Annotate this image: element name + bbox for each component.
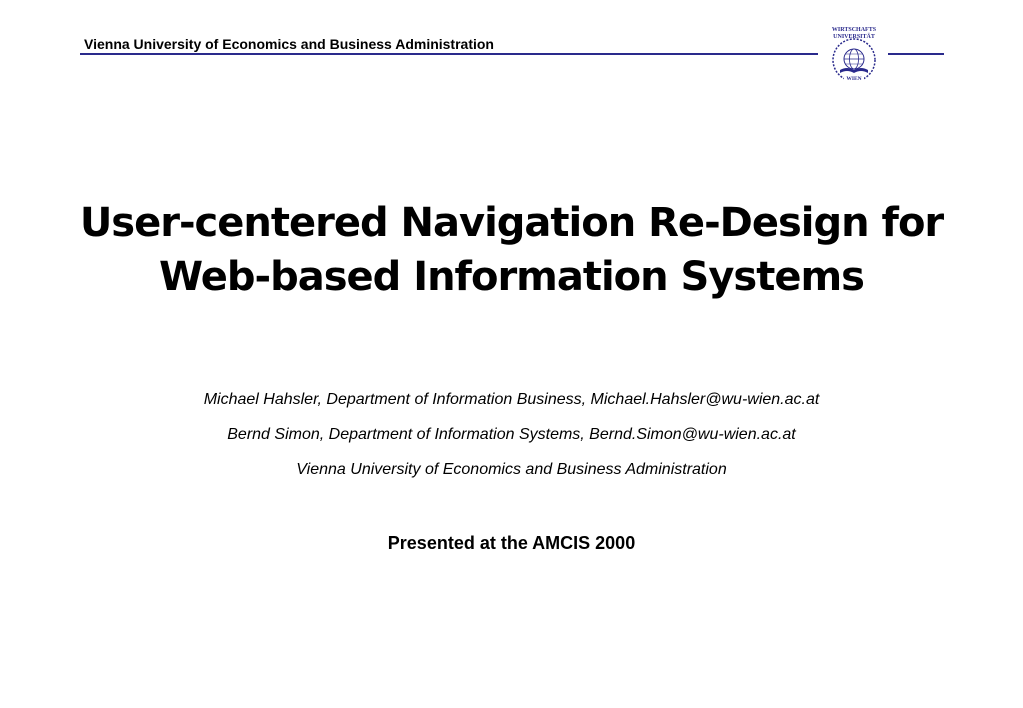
title-line-1: User-centered Navigation Re-Design for: [79, 200, 944, 246]
header-rule-left: [80, 53, 818, 55]
header-institution: Vienna University of Economics and Business Administration: [84, 36, 494, 52]
logo-line3: WIEN: [846, 76, 862, 82]
authors-block: [0, 382, 1023, 487]
title-line-2: Web-based Information Systems: [159, 254, 864, 300]
logo-line2: UNIVERSITÄT: [833, 34, 875, 40]
header-rule-right: [888, 53, 944, 55]
logo-line1: WIRTSCHAFTS: [831, 27, 877, 33]
slide-title: [0, 196, 1023, 304]
author-line-1: Michael Hahsler, Department of Information Business, Michael.Hahsler@wu-wien.ac.at: [203, 391, 820, 408]
university-logo: [820, 22, 888, 88]
author-line-2: Bernd Simon, Department of Information Systems, Bernd.Simon@wu-wien.ac.at: [227, 426, 796, 443]
presented-at: Presented at the AMCIS 2000: [387, 533, 636, 553]
affiliation-line: Vienna University of Economics and Business Administration: [296, 461, 727, 478]
